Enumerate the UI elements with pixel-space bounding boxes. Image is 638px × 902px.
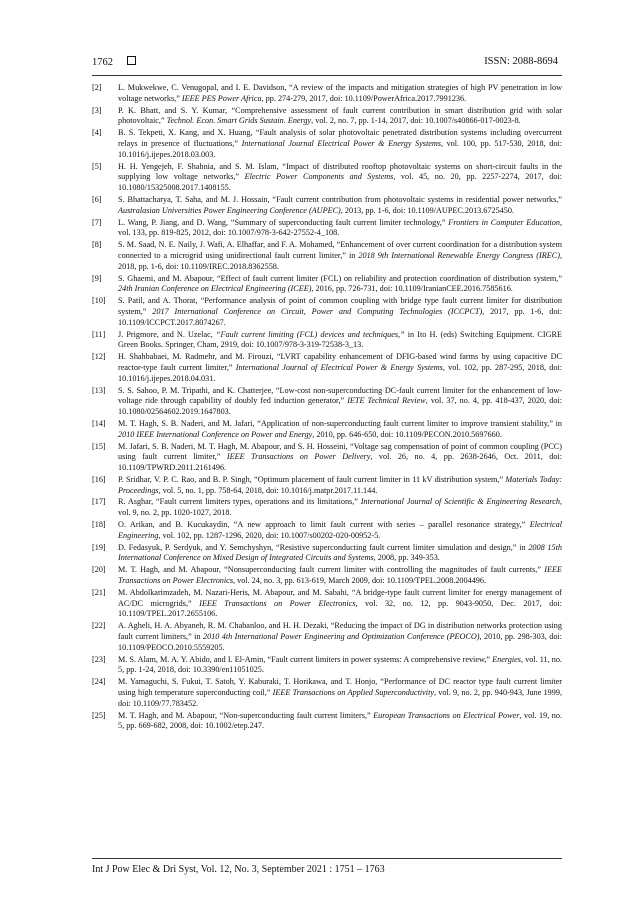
page-footer: Int J Pow Elec & Dri Syst, Vol. 12, No. 3, September 2021 : 1751 – 1763 [92, 864, 385, 875]
header-rule [92, 75, 562, 76]
reference-item [92, 240, 562, 272]
reference-details: , 2008, pp. 349-353. [373, 553, 440, 563]
reference-text: D. Fedasyuk, P. Serdyuk, and Y. Semchyshyn, “Resistive superconducting fault current limiter simulation and design,” in [118, 542, 529, 552]
reference-details: , vol. 5, no. 1, pp. 758-64, 2018, doi: 10.1016/j.matpr.2017.11.144. [158, 485, 378, 495]
reference-text: H. H. Yengejeh, F. Shahnia, and S. M. Islam, “Impact of distributed rooftop photovoltaic systems on short-circuit faults in the supplying low voltage networks,” [118, 161, 562, 182]
reference-text: S. S. Sahoo, P. M. Tripathi, and K. Chatterjee, “Low-cost non-superconducting DC-fault current limiter for the enhancement of low-voltage ride through capability of doubly fed induction generator,” [118, 385, 562, 406]
reference-text: S. Ghaemi, and M. Abapour, “Effect of fault current limiter (FCL) on reliability and protection coordination of distribution system,” [118, 273, 562, 283]
reference-venue: 2010 4th International Power Engineering and Optimization Conference (PEOCO), [202, 632, 482, 642]
reference-venue: 24th Iranian Conference on Electrical Engineering (ICEE) [118, 284, 312, 294]
reference-venue: IEEE Transactions on Power Delivery [226, 452, 371, 462]
reference-details: , vol. 9, no. 2, pp. 940-943, June 1999, doi: 10.1109/77.783452. [118, 688, 562, 708]
reference-number: [23] [92, 654, 106, 664]
reference-details: , vol. 24, no. 3, pp. 613-619, March 2009, doi: 10.1109/TPEL.2008.2004496. [233, 576, 487, 586]
reference-number: [13] [92, 385, 106, 395]
reference-venue: European Transactions on Electrical Power [373, 710, 520, 720]
reference-venue: Technol. Econ. Smart Grids Sustain. Energy [166, 116, 312, 126]
reference-item [92, 621, 562, 653]
reference-venue: IEEE Transactions on Applied Superconductivity [272, 688, 434, 698]
reference-item [92, 543, 562, 565]
reference-item [92, 352, 562, 384]
reference-details: , vol. 102, pp. 1287-1296, 2020, doi: 10.1007/s00202-020-00952-5. [158, 530, 381, 540]
reference-item [92, 419, 562, 441]
reference-number: [5] [92, 161, 102, 171]
reference-venue: Materials Today: Proceedings [118, 474, 563, 495]
reference-text: S. M. Saad, N. E. Naily, J. Wafi, A. Elhaffar, and F. A. Mohamed, “Enhancement of over current coordination for a distribution system connected to a microgrid using unidirectional fault current limiter,” in [118, 240, 562, 260]
reference-number: [15] [92, 441, 106, 451]
reference-item [92, 565, 562, 587]
reference-item [92, 655, 562, 677]
header-left [92, 56, 136, 68]
square-bullet-icon [127, 56, 136, 65]
reference-number: [14] [92, 418, 106, 428]
reference-venue: 2010 IEEE International Conference on Power and Energy [118, 429, 313, 439]
reference-item [92, 195, 562, 217]
reference-venue: “Fault current limiting (FCL) devices and techniques,” [215, 329, 405, 339]
reference-text: J. Prigmore, and N. Uzelac, [118, 329, 216, 339]
reference-item [92, 83, 562, 105]
reference-venue: International Journal of Scientific & Engineering Research [360, 497, 560, 507]
reference-text: L. Wang, P. Jiang, and D. Wang, “Summary of superconducting fault current limiter technology,” [118, 217, 449, 227]
reference-number: [3] [92, 105, 102, 115]
reference-details: , vol. 2, no. 7, pp. 1-14, 2017, doi: 10.1007/s40866-017-0023-8. [311, 116, 521, 126]
reference-number: [17] [92, 497, 106, 507]
reference-details: , pp. 274-279, 2017, doi: 10.1109/PowerAfrica.2017.7991236. [261, 93, 467, 103]
reference-text: M. Jafari, S. B. Naderi, M. T. Hagh, M. Abapour, and S. H. Hosseini, “Voltage sag compensation of point of common coupling (PCC) using fault current limiter,” [118, 441, 562, 462]
reference-text: P. K. Bhatt, and S. Y. Kumar, “Comprehensive assessment of fault current contribution in smart distribution grid with solar photovoltaic,” [118, 105, 562, 126]
reference-details: , vol. 37, no. 4, pp. 418-437, 2020, doi: 10.1080/02564602.2019.1647803. [118, 396, 562, 417]
reference-item [92, 386, 562, 418]
reference-number: [25] [92, 710, 106, 720]
reference-number: [8] [92, 240, 102, 250]
reference-venue: Australasian Universities Power Engineering Conference (AUPEC) [118, 205, 341, 215]
reference-text: P. Sridhar, V. P. C. Rao, and B. P. Singh, “Optimum placement of fault current limiter in 11 kV distribution system,” [118, 474, 506, 484]
reference-text: M. T. Hagh, and M. Abapour, “Non-superconducting fault current limiters,” [118, 710, 374, 720]
reference-item [92, 497, 562, 519]
reference-venue: IETE Technical Review [347, 396, 426, 406]
reference-details: , 2013, pp. 1-6, doi: 10.1109/AUPEC.2013.6725450. [340, 205, 515, 215]
reference-venue: International Journal of Electrical Power & Energy Systems, [235, 362, 445, 372]
reference-text: S. Bhattacharya, T. Saha, and M. J. Hossain, “Fault current contribution from photovoltaic systems in residential power networks,” [118, 194, 562, 204]
reference-number: [19] [92, 542, 106, 552]
reference-venue: IEEE Transactions on Power Electronics [118, 565, 562, 586]
reference-details: , vol. 32, no. 12, pp. 9043-9050, Dec. 2017, doi: 10.1109/TPEL.2017.2655106. [118, 598, 562, 619]
reference-details: , vol. 26, no. 4, pp. 2638-2646, Oct. 2011, doi: 10.1109/TPWRD.2011.2161496. [118, 452, 562, 473]
reference-item [92, 162, 562, 194]
reference-details: vol. 100, pp. 517-530, 2018, doi: 10.1016/j.ijepes.2018.03.003. [118, 138, 562, 159]
reference-item [92, 106, 562, 128]
reference-text: A. Agheli, H. A. Abyaneh, R. M. Chabanloo, and H. H. Dezaki, “Reducing the impact of DG in distribution networks protection using fault current limiters,” in [118, 621, 562, 642]
reference-number: [12] [92, 352, 106, 362]
reference-details: 2017, pp. 1-6, doi: 10.1109/ICCPCT.2017.8074267. [118, 306, 562, 327]
reference-venue: International Journal Electrical Power & Energy Systems, [241, 138, 443, 148]
reference-details: , vol. 11, no. 5, pp. 1-24, 2018, doi: 10.3390/en11051025. [118, 654, 562, 675]
reference-details: vol. 102, pp. 287-295, 2018, doi: 10.1016/j.ijepes.2018.04.031. [118, 362, 562, 383]
reference-details: vol. 133, pp. 819-825, 2012, doi: 10.1007/978-3-642-27552-4_108. [118, 228, 340, 238]
reference-venue: Frontiers in Computer Education, [448, 217, 562, 227]
reference-number: [10] [92, 296, 106, 306]
reference-number: [16] [92, 474, 106, 484]
reference-venue: Energies [492, 654, 521, 664]
reference-text: O. Arikan, and B. Kucukaydin, “A new approach to limit fault current with series – parallel resonance strategy,” [118, 520, 530, 530]
reference-venue: IEEE Transactions on Power Electronics [199, 598, 356, 608]
reference-number: [11] [92, 329, 106, 339]
reference-list [92, 83, 562, 733]
reference-number: [4] [92, 128, 102, 138]
reference-item [92, 677, 562, 709]
reference-details: in Ito H. (eds) Switching Equipment. CIGRE Green Books. Springer, Cham, 2919, doi: 10.1007/978-3-319-72538-3_13. [118, 329, 562, 350]
reference-text: S. Patil, and A. Thorat, “Performance analysis of point of common coupling with bridge type fault current limiter for distribution system,” [118, 296, 562, 316]
reference-venue: 2008 15th International Conference on Mixed Design of Integrated Circuits and Systems [118, 542, 562, 563]
reference-number: [21] [92, 587, 106, 597]
reference-number: [20] [92, 565, 106, 575]
reference-text: L. Mukwekwe, C. Venugopal, and I. E. Davidson, “A review of the impacts and mitigation strategies of high PV penetration in low voltage networks,” [118, 83, 562, 103]
reference-details: , vol. 19, no. 5, pp. 669-682, 2008, doi: 10.1002/etep.247. [118, 710, 563, 731]
reference-item [92, 475, 562, 497]
reference-details: , 2018, pp. 1-6, doi: 10.1109/IREC.2018.8362558. [118, 250, 562, 271]
page-header [92, 56, 558, 72]
reference-venue: Electrical Engineering [118, 520, 562, 540]
reference-number: [7] [92, 217, 102, 227]
reference-item [92, 520, 562, 542]
reference-venue: Electric Power Components and Systems [244, 172, 394, 182]
reference-details: , vol. 9, no. 2, pp. 1020-1027, 2018. [118, 497, 563, 518]
reference-details: , 2016, pp. 726-731, doi: 10.1109/IranianCEE.2016.7585616. [311, 284, 513, 294]
reference-item [92, 330, 562, 352]
reference-item [92, 218, 562, 240]
reference-venue: 2018 9th International Renewable Energy Congress (IREC) [358, 250, 560, 260]
reference-venue: IEEE PES Power Africa [181, 93, 262, 103]
reference-item [92, 442, 562, 474]
reference-number: [9] [92, 273, 102, 283]
reference-details: 2010, pp. 298-303, doi: 10.1109/PEOCO.2010.5559205. [118, 632, 562, 652]
reference-text: R. Asghar, “Fault current limiters types, operations and its limitations,” [118, 497, 361, 507]
footer-rule [92, 858, 562, 859]
page-number: 1762 [92, 57, 113, 68]
issn: ISSN: 2088-8694 [484, 56, 558, 67]
reference-number: [22] [92, 621, 106, 631]
reference-text: M. Abdolkarimzadeh, M. Nazari-Heris, M. Abapour, and M. Sabahi, “A bridge-type fault current limiter for energy management of AC/DC microgrids,” [118, 587, 562, 608]
reference-number: [24] [92, 677, 106, 687]
reference-details: , vol. 45, no. 20, pp. 2257-2274, 2017, doi: 10.1080/15325008.2017.1408155. [118, 172, 562, 193]
reference-item [92, 296, 562, 328]
reference-details: , 2010, pp. 646-650, doi: 10.1109/PECON.2010.5697660. [312, 429, 502, 439]
reference-item [92, 128, 562, 160]
reference-number: [2] [92, 83, 102, 92]
reference-number: [18] [92, 520, 106, 530]
reference-item [92, 588, 562, 620]
reference-number: [6] [92, 194, 102, 204]
reference-item [92, 274, 562, 296]
reference-item [92, 711, 562, 733]
reference-venue: 2017 International Conference on Circuit, Power and Computing Technologies (ICCPCT), [152, 306, 485, 316]
reference-text: H. Shahbabaei, M. Radmehr, and M. Firouzi, “LVRT capability enhancement of DFIG-based wind farms by using capacitive DC reactor-type fault current limiter,” [118, 352, 562, 372]
reference-text: M. S. Alam, M. A. Y. Abido, and I. El-Amin, “Fault current limiters in power systems: A comprehensive review,” [118, 654, 493, 664]
reference-text: M. T. Hagh, and M. Abapour, “Nonsuperconducting fault current limiter with controlling the magnitudes of fault currents,” [118, 565, 545, 575]
reference-text: M. Yamaguchi, S. Fukui, T. Satoh, Y. Kaburaki, T. Horikawa, and T. Honjo, “Performance of DC reactor type fault current limiter using high temperature superconducting coil,” [118, 677, 562, 698]
reference-text: M. T. Hagh, S. B. Naderi, and M. Jafari, “Application of non-superconducting fault current limiter to improve transient stability,” in [118, 418, 562, 428]
reference-text: B. S. Tekpeti, X. Kang, and X. Huang, “Fault analysis of solar photovoltaic penetrated distribution systems including overcurrent relays in presence of fluctuations,” [118, 128, 562, 148]
